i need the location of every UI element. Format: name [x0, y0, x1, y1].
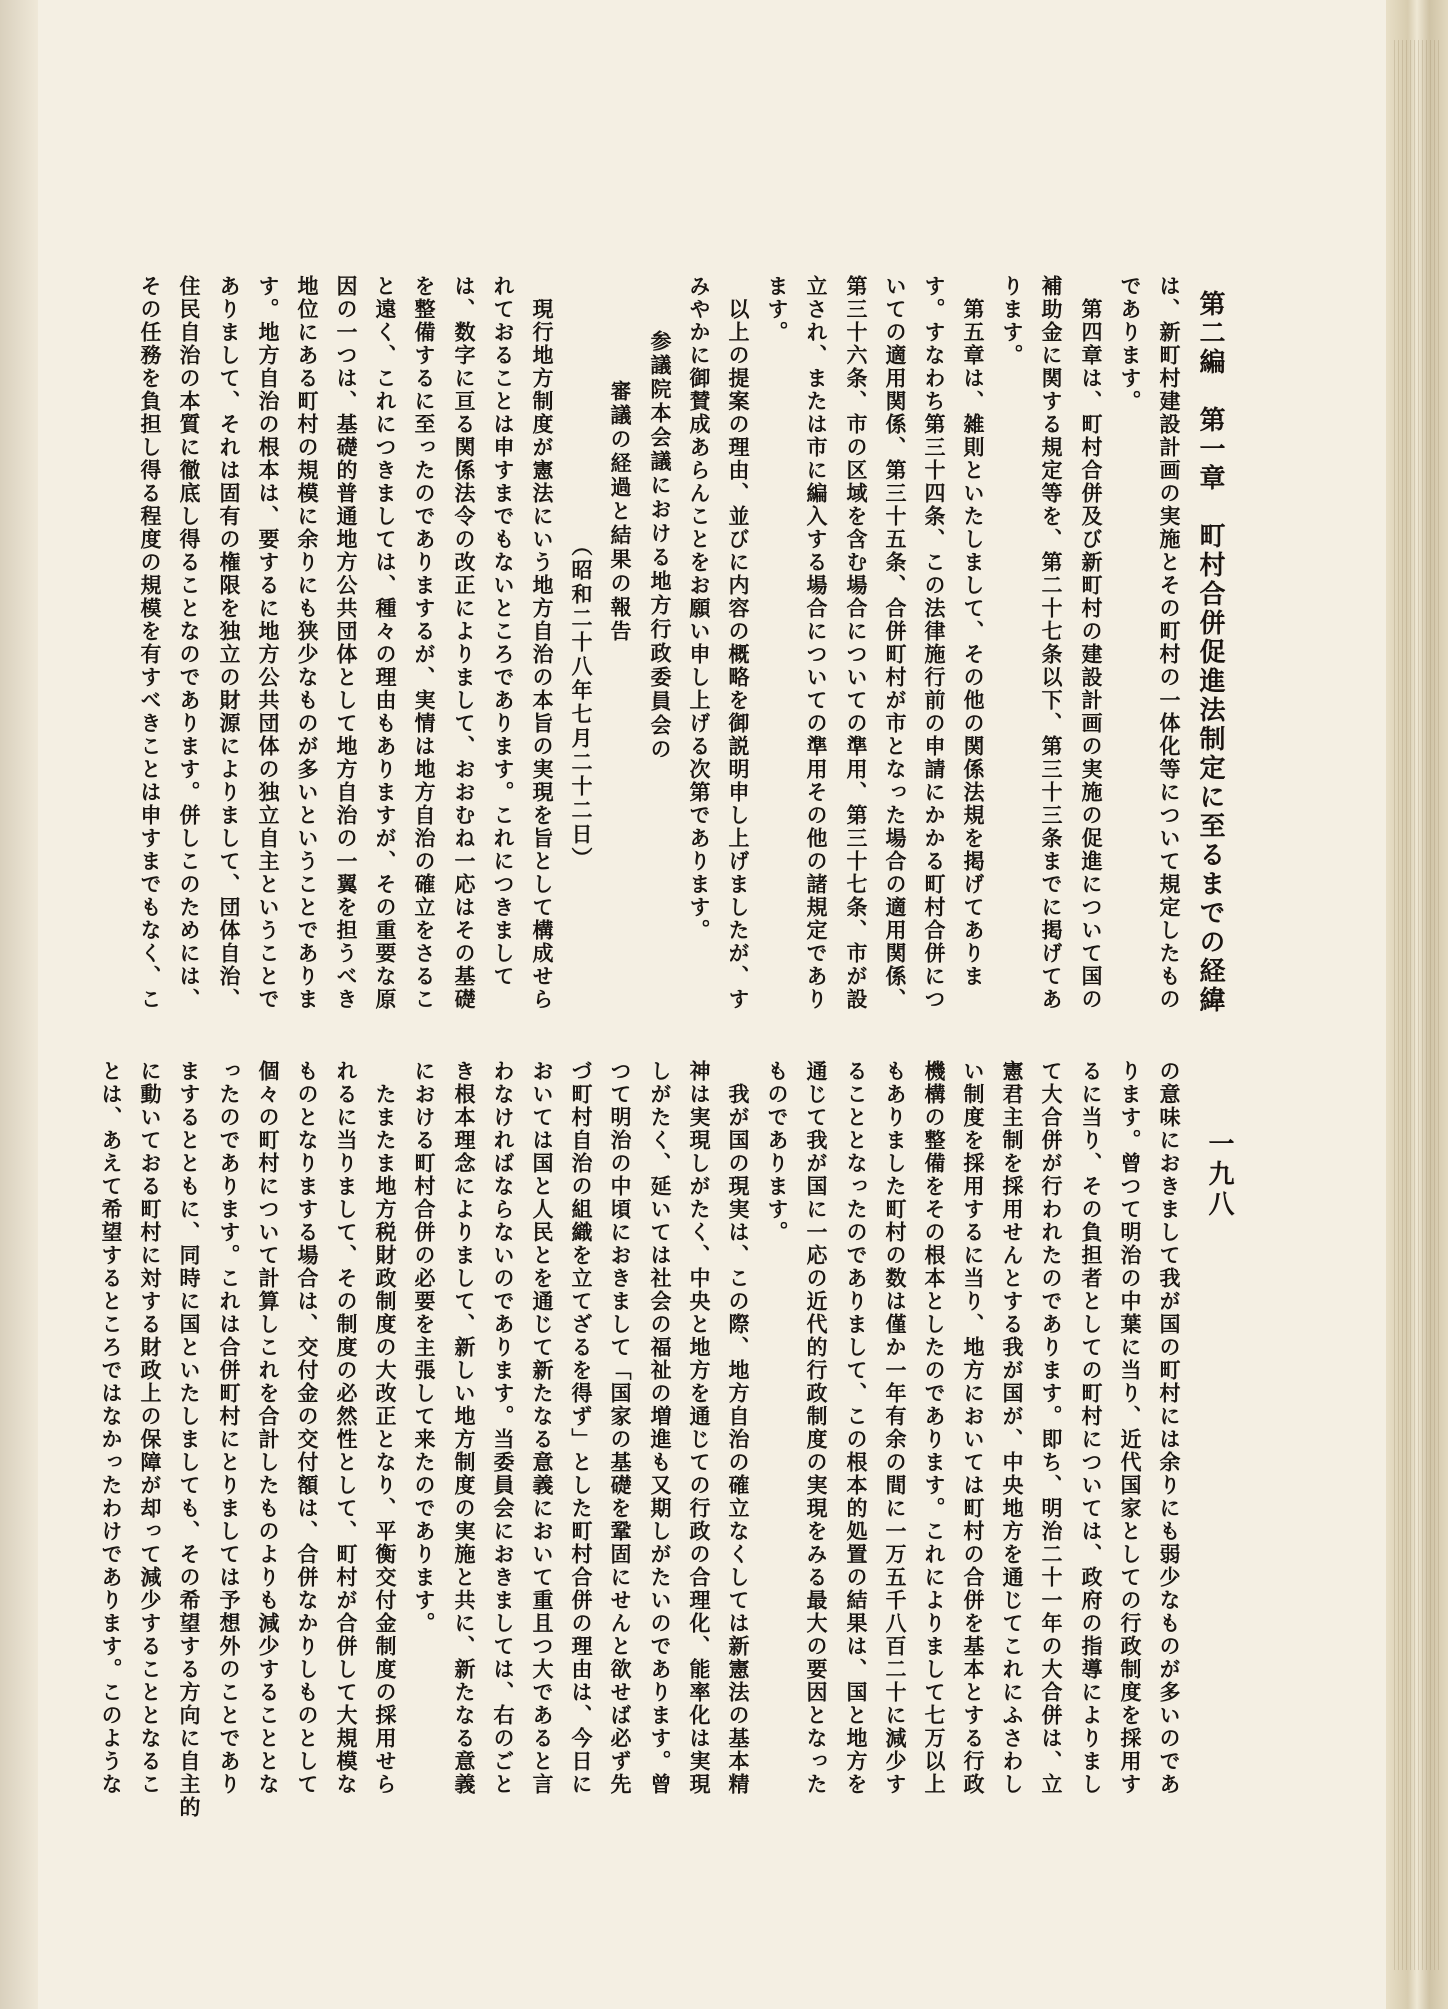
lower-line: の意味におきまして我が国の町村には余りにも弱少なものが多いのであ — [1157, 1060, 1182, 1796]
running-head: 第二編 第一章 町村合併促進法制定に至るまでの経緯 — [1195, 290, 1225, 1015]
upper-line: いての適用関係、第三十五条、合併町村が市となった場合の適用関係、 — [883, 275, 908, 1011]
lower-line: ります。曾つて明治の中葉に当り、近代国家としての行政制度を採用す — [1118, 1060, 1143, 1796]
upper-line: 地位にある町村の規模に余りにも狭少なものが多いということでありま — [295, 275, 320, 1011]
lower-line: て大合併が行われたのであります。即ち、明治二十一年の大合併は、立 — [1039, 1060, 1064, 1796]
section-title-line-1: 参議院本会議における地方行政委員会の — [648, 330, 673, 762]
upper-line: であります。 — [1118, 275, 1143, 413]
lower-line: ることとなったのでありまして、この根本的処置の結果は、国と地方を — [844, 1060, 869, 1796]
upper-line: 住民自治の本質に徹底し得ることなのであります。併しこのためには、 — [177, 275, 202, 1011]
lower-line: ったのであります。これは合併町村にとりましては予想外のことであり — [217, 1060, 242, 1796]
lower-line: まするとともに、同時に国といたしましても、その希望する方向に自主的 — [177, 1060, 202, 1819]
upper-line: 第四章は、町村合併及び新町村の建設計画の実施の促進について国の — [1079, 298, 1104, 1011]
upper-line: を整備するに至ったのでありまするが、実情は地方自治の確立をさるこ — [412, 275, 437, 1011]
upper-line: と遠く、これにつきましては、種々の理由もありますが、その重要な原 — [373, 275, 398, 1011]
lower-line: い制度を採用するに当り、地方においては町村の合併を基本とする行政 — [961, 1060, 986, 1796]
upper-line: 立され、または市に編入する場合についての準用その他の諸規定であり — [804, 275, 829, 1011]
upper-line: その任務を負担し得る程度の規模を有すべきことは申すまでもなく、こ — [138, 275, 163, 1011]
lower-line: しがたく、延いては社会の福祉の増進も又期しがたいのであります。曾 — [648, 1060, 673, 1796]
upper-line: 第三十六条、市の区域を含む場合についての準用、第三十七条、市が設 — [844, 275, 869, 1011]
section-date: （昭和二十八年七月二十二日） — [569, 535, 594, 871]
lower-line: 神は実現しがたく、中央と地方を通じての行政の合理化、能率化は実現 — [687, 1060, 712, 1796]
upper-line: す。すなわち第三十四条、この法律施行前の申請にかかる町村合併につ — [922, 275, 947, 1011]
lower-line: 我が国の現実は、この際、地方自治の確立なくしては新憲法の基本精 — [726, 1083, 751, 1796]
lower-line: ものとなりまする場合は、交付金の交付額は、合併なかりしものとして — [295, 1060, 320, 1796]
page-edge-lines — [1394, 40, 1440, 1970]
lower-line: 通じて我が国に一応の近代的行政制度の実現をみる最大の要因となった — [804, 1060, 829, 1796]
lower-line: もありました町村の数は僅か一年有余の間に一万五千八百二十に減少す — [883, 1060, 908, 1796]
lower-line: 機構の整備をその根本としたのであります。これによりまして七万以上 — [922, 1060, 947, 1796]
lower-line: 個々の町村について計算しこれを合計したものよりも減少することとな — [256, 1060, 281, 1796]
lower-line: れるに当りまして、その制度の必然性として、町村が合併して大規模な — [334, 1060, 359, 1796]
lower-line: 憲君主制を採用せんとする我が国が、中央地方を通じてこれにふさわし — [1000, 1060, 1025, 1796]
upper-line: 現行地方制度が憲法にいう地方自治の本旨の実現を旨として構成せら — [530, 298, 555, 1011]
page-number: 一九八 — [1204, 1130, 1234, 1220]
upper-line: 因の一つは、基礎的普通地方公共団体として地方自治の一翼を担うべき — [334, 275, 359, 1011]
lower-line: たまたま地方税財政制度の大改正となり、平衡交付金制度の採用せら — [373, 1083, 398, 1796]
lower-line: とは、あえて希望するところではなかったわけであります。このような — [99, 1060, 124, 1796]
lower-line: き根本理念によりまして、新しい地方制度の実施と共に、新たなる意義 — [452, 1060, 477, 1796]
lower-line: るに当り、その負担者としての町村については、政府の指導によりまし — [1079, 1060, 1104, 1796]
upper-line: は、数字に亘る関係法令の改正によりまして、おおむね一応はその基礎 — [452, 275, 477, 1011]
upper-line: れておることは申すまでもないところであります。これにつきまして — [491, 275, 516, 988]
lower-line: に動いておる町村に対する財政上の保障が却って減少することとなるこ — [138, 1060, 163, 1796]
upper-line: は、新町村建設計画の実施とその町村の一体化等について規定したもの — [1157, 275, 1182, 1011]
section-title-line-2: 審議の経過と結果の報告 — [608, 380, 633, 644]
upper-line: ります。 — [1000, 275, 1025, 367]
upper-line: 補助金に関する規定等を、第二十七条以下、第三十三条までに掲げてあ — [1039, 275, 1064, 1011]
lower-line: わなければならないのであります。当委員会におきましては、右のごと — [491, 1060, 516, 1796]
lower-line: おいては国と人民とを通じて新たなる意義において重且つ大であると言 — [530, 1060, 555, 1796]
upper-line: みやかに御賛成あらんことをお願い申し上げる次第であります。 — [687, 275, 712, 942]
page-gutter-shadow — [0, 0, 38, 2009]
lower-line: つて明治の中頃におきまして「国家の基礎を鞏固にせんと欲せば必ず先 — [608, 1060, 633, 1796]
upper-line: す。地方自治の根本は、要するに地方公共団体の独立自主ということで — [256, 275, 281, 1011]
upper-line: 第五章は、雑則といたしまして、その他の関係法規を掲げてありま — [961, 298, 986, 988]
upper-line: ありまして、それは固有の権限を独立の財源によりまして、団体自治、 — [217, 275, 242, 1011]
lower-line: における町村合併の必要を主張して来たのであります。 — [412, 1060, 437, 1635]
upper-line: ます。 — [765, 275, 790, 344]
upper-line: 以上の提案の理由、並びに内容の概略を御説明申し上げましたが、す — [726, 298, 751, 1011]
lower-line: ものであります。 — [765, 1060, 790, 1244]
lower-line: づ町村自治の組織を立てざるを得ず」とした町村合併の理由は、今日に — [569, 1060, 594, 1796]
